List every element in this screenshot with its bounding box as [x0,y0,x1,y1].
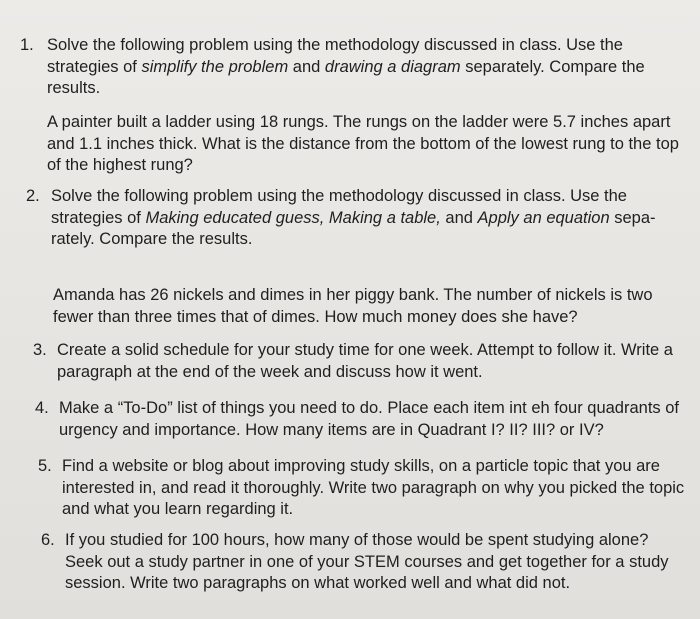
problem-text: Solve the following problem using the methodology discussed in class. Use the strategies of simplify the problem and drawing a diagram separately. Compare the results. [47,36,645,97]
problem-5 [38,456,686,522]
problem-text: Make a “To-Do” list of things you need to do. Place each item int eh four quadrants of urgency and importance. How many items are in Quadrant I? II? III? or IV? [59,399,680,439]
problem-number: 6. [41,531,55,549]
problem-6 [41,530,687,596]
problem-text: Create a solid schedule for your study time for one week. Attempt to follow it. Write a paragraph at the end of the week and discuss how it went. [57,341,673,381]
problem-4 [35,398,685,442]
problem-number: 5. [38,457,52,475]
problem-number: 2. [26,187,40,205]
problem-number: 4. [35,399,49,417]
problem-1 [20,35,692,101]
problem-number: 1. [20,36,34,54]
problem-3 [33,340,685,384]
problem-2 [26,186,686,252]
problem-text: If you studied for 100 hours, how many of those would be spent studying alone? Seek out a study partner in one of your STEM courses and get together for a study session. Write two paragraphs on what worked well and what did not. [65,531,669,592]
problem-1-followup: A painter built a ladder using 18 rungs. The rungs on the ladder were 5.7 inches apart and 1.1 inches thick. What is the distance from the bottom of the lowest rung to the top of the highest rung? [47,113,679,174]
problem-text: Find a website or blog about improving study skills, on a particle topic that you are interested in, and read it thoroughly. Write two paragraph on why you picked the topic and what you learn regarding it. [62,457,685,518]
problem-number: 3. [33,341,47,359]
problem-2-followup: Amanda has 26 nickels and dimes in her piggy bank. The number of nickels is two fewer than three times that of dimes. How much money does she have? [53,286,653,326]
problem-text: Solve the following problem using the methodology discussed in class. Use the strategies of Making educated guess, Making a table, and Apply an equation sepa-rately. Compare the results. [51,187,656,248]
